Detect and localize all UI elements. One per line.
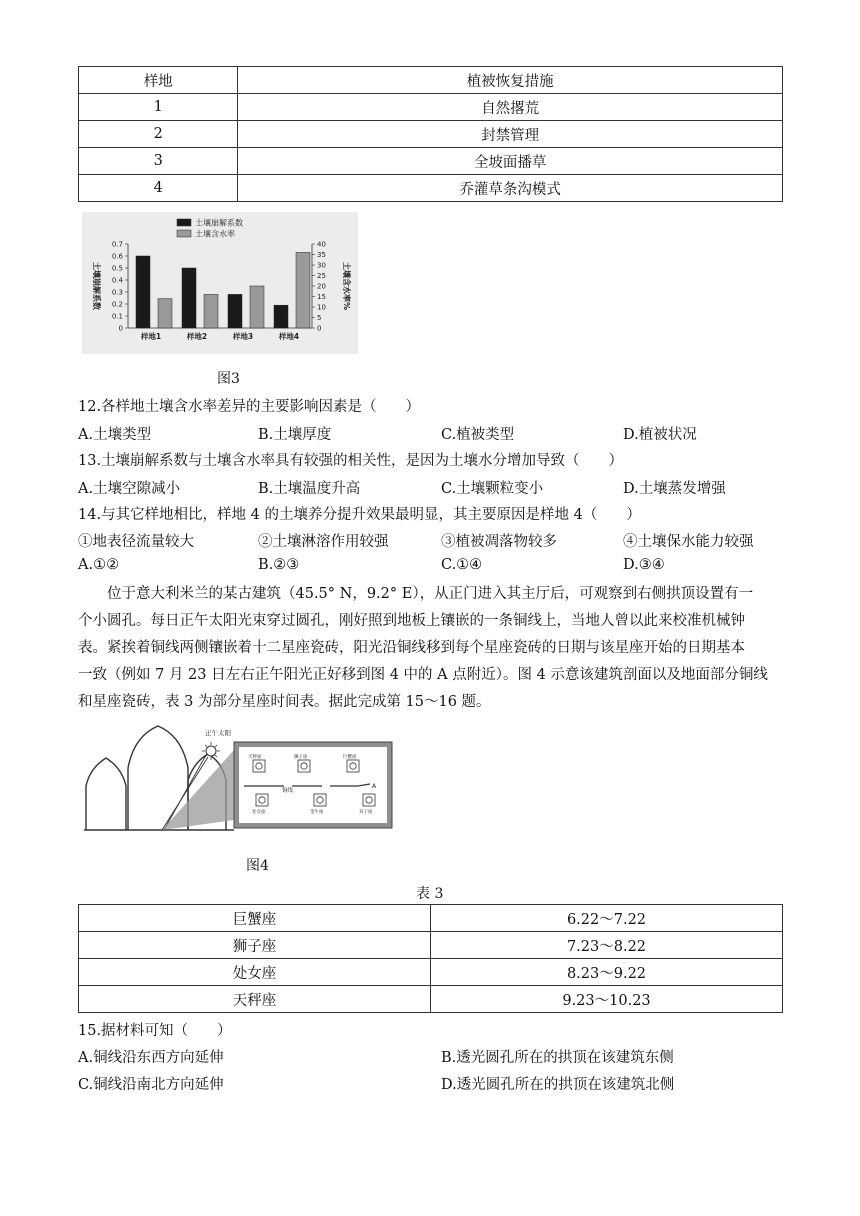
q15-options-row2 [78, 1073, 783, 1093]
y2-tick-label: 5 [317, 314, 322, 322]
y2-tick-label: 0 [317, 324, 322, 333]
table-cell: 乔灌草条沟模式 [238, 175, 783, 202]
q14-statement-4: ④土壤保水能力较强 [623, 534, 754, 550]
table-row [79, 986, 783, 1013]
bar [228, 294, 242, 328]
x-tick-label: 样地4 [278, 332, 300, 341]
q14-statement-1: ①地表径流量较大 [78, 534, 194, 550]
x-tick-label: 样地1 [140, 332, 162, 341]
table-cell: 全坡面播草 [238, 148, 783, 175]
q13-stem: 13.土壤崩解系数与土壤含水率具有较强的相关性，是因为土壤水分增加导致（ ） [78, 453, 624, 469]
table-cell: 7.23～8.22 [431, 932, 783, 959]
y2-tick-label: 25 [317, 272, 326, 280]
q15-option-c[interactable]: C.铜线沿南北方向延伸 [78, 1077, 224, 1093]
bar [182, 268, 196, 328]
sun-label: 正午太阳 [205, 729, 231, 737]
zodiac-label: 处女座 [252, 810, 266, 815]
left-vault [86, 758, 126, 830]
q13-option-c[interactable]: C.土壤颗粒变小 [441, 481, 544, 497]
y2-tick-label: 10 [317, 303, 326, 312]
passage-line: 个小圆孔。每日正午太阳光束穿过圆孔，刚好照到地板上镶嵌的一条铜线上，当地人曾以此来校准机械钟 [78, 613, 745, 629]
table-header-cell: 样地 [79, 67, 238, 94]
table-cell: 自然撂荒 [238, 94, 783, 121]
table-header-row [79, 67, 783, 94]
zodiac-label: 狮子座 [294, 755, 308, 760]
table-cell: 4 [79, 175, 238, 202]
y2-axis-label: 土壤含水率% [342, 261, 351, 311]
y-axis-label: 土壤崩解系数 [92, 262, 101, 310]
y-tick-label: 0.5 [111, 264, 123, 273]
q13-option-b[interactable]: B.土壤温度升高 [258, 481, 361, 497]
y-tick-label: 0.1 [111, 312, 123, 321]
zodiac-label: 双子座 [359, 810, 373, 815]
passage-line: 和星座瓷砖，表 3 为部分星座时间表。据此完成第 15～16 题。 [78, 694, 491, 710]
q14-option-a[interactable]: A.①② [78, 557, 120, 573]
figure4-caption: 图4 [246, 858, 269, 874]
q12-option-b[interactable]: B.土壤厚度 [258, 427, 332, 443]
y-tick-label: 0.2 [111, 300, 123, 309]
passage-line: 一致（例如 7 月 23 日左右正午阳光正好移到图 4 中的 A 点附近）。图 4 示意该建筑剖面以及地面部分铜线 [78, 667, 768, 683]
bar [158, 299, 172, 328]
table-header-cell: 植被恢复措施 [238, 67, 783, 94]
q14-options [78, 557, 783, 577]
zodiac-label: 天秤座 [248, 755, 262, 760]
legend-swatch [177, 230, 191, 237]
y2-tick-label: 40 [317, 240, 326, 249]
q13-options [78, 477, 783, 497]
zodiac-label: 巨蟹座 [343, 755, 357, 760]
table-cell: 天秤座 [79, 986, 431, 1013]
q14-option-b[interactable]: B.②③ [258, 557, 300, 573]
table-row [79, 94, 783, 121]
table-row [79, 175, 783, 202]
table-cell: 1 [79, 94, 238, 121]
q14-option-c[interactable]: C.①④ [441, 557, 483, 573]
q15-options-row1 [78, 1046, 783, 1066]
table-cell: 6.22～7.22 [431, 905, 783, 932]
table-row [79, 148, 783, 175]
y-tick-label: 0.6 [111, 252, 123, 261]
q12-option-d[interactable]: D.植被状况 [623, 427, 697, 443]
x-tick-label: 样地2 [186, 332, 208, 341]
q13-option-d[interactable]: D.土壤蒸发增强 [623, 481, 726, 497]
table-row [79, 905, 783, 932]
copper-label: 铜线 [282, 788, 294, 794]
table3-caption: 表 3 [416, 886, 444, 902]
plot-measure-table [78, 66, 783, 202]
q12-option-a[interactable]: A.土壤类型 [78, 427, 152, 443]
zodiac-date-table [78, 904, 783, 1013]
q14-stem: 14.与其它样地相比，样地 4 的土壤养分提升效果最明显，其主要原因是样地 4（ ） [78, 507, 641, 523]
table-cell: 处女座 [79, 959, 431, 986]
table-row [79, 932, 783, 959]
bar [136, 256, 150, 328]
q15-option-d[interactable]: D.透光圆孔所在的拱顶在该建筑北侧 [441, 1077, 675, 1093]
q14-statement-2: ②土壤淋溶作用较强 [258, 534, 389, 550]
legend-swatch [177, 219, 191, 226]
q15-option-b[interactable]: B.透光圆孔所在的拱顶在该建筑东侧 [441, 1050, 674, 1066]
y2-tick-label: 15 [317, 293, 326, 301]
bar [204, 294, 218, 328]
q14-statement-3: ③植被凋落物较多 [441, 534, 557, 550]
y2-tick-label: 30 [317, 261, 326, 270]
legend-label: 土壤含水率 [195, 229, 235, 239]
y-tick-label: 0.4 [111, 276, 123, 285]
table-cell: 8.23～9.22 [431, 959, 783, 986]
y-tick-label: 0 [118, 324, 123, 333]
legend-label: 土壤崩解系数 [195, 218, 243, 228]
y2-tick-label: 35 [317, 251, 326, 259]
q12-stem: 12.各样地土壤含水率差异的主要影响因素是（ ） [78, 399, 421, 415]
table-cell: 3 [79, 148, 238, 175]
x-tick-label: 样地3 [232, 332, 254, 341]
table-cell: 2 [79, 121, 238, 148]
q13-option-a[interactable]: A.土壤空隙减小 [78, 481, 181, 497]
bar [296, 252, 310, 328]
reading-passage [78, 581, 783, 716]
q12-options [78, 423, 783, 443]
bar [274, 305, 288, 328]
y2-tick-label: 20 [317, 282, 326, 291]
passage-line: 表。紧挨着铜线两侧镶嵌着十二星座瓷砖，阳光沿铜线移到每个星座瓷砖的日期与该星座开始的日期基本 [78, 640, 745, 656]
q15-option-a[interactable]: A.铜线沿东西方向延伸 [78, 1050, 224, 1066]
table-row [79, 959, 783, 986]
table-cell: 封禁管理 [238, 121, 783, 148]
y-tick-label: 0.3 [111, 288, 123, 297]
y-tick-label: 0.7 [111, 240, 123, 249]
q14-statements [78, 530, 783, 550]
figure3-caption: 图3 [217, 371, 240, 387]
bar [250, 286, 264, 328]
q15-stem: 15.据材料可知（ ） [78, 1023, 232, 1039]
passage-line: 位于意大利米兰的某古建筑（45.5° N，9.2° E），从正门进入其主厅后，可观察到右侧拱顶设置有一 [78, 586, 754, 602]
point-a-label: A [372, 783, 377, 790]
table-cell: 9.23～10.23 [431, 986, 783, 1013]
q12-option-c[interactable]: C.植被类型 [441, 427, 515, 443]
zodiac-label: 金牛座 [310, 810, 324, 815]
building-section-diagram [84, 724, 396, 836]
soil-bar-chart [82, 212, 358, 354]
q14-option-d[interactable]: D.③④ [623, 557, 665, 573]
table-row [79, 121, 783, 148]
table-cell: 巨蟹座 [79, 905, 431, 932]
table-cell: 狮子座 [79, 932, 431, 959]
